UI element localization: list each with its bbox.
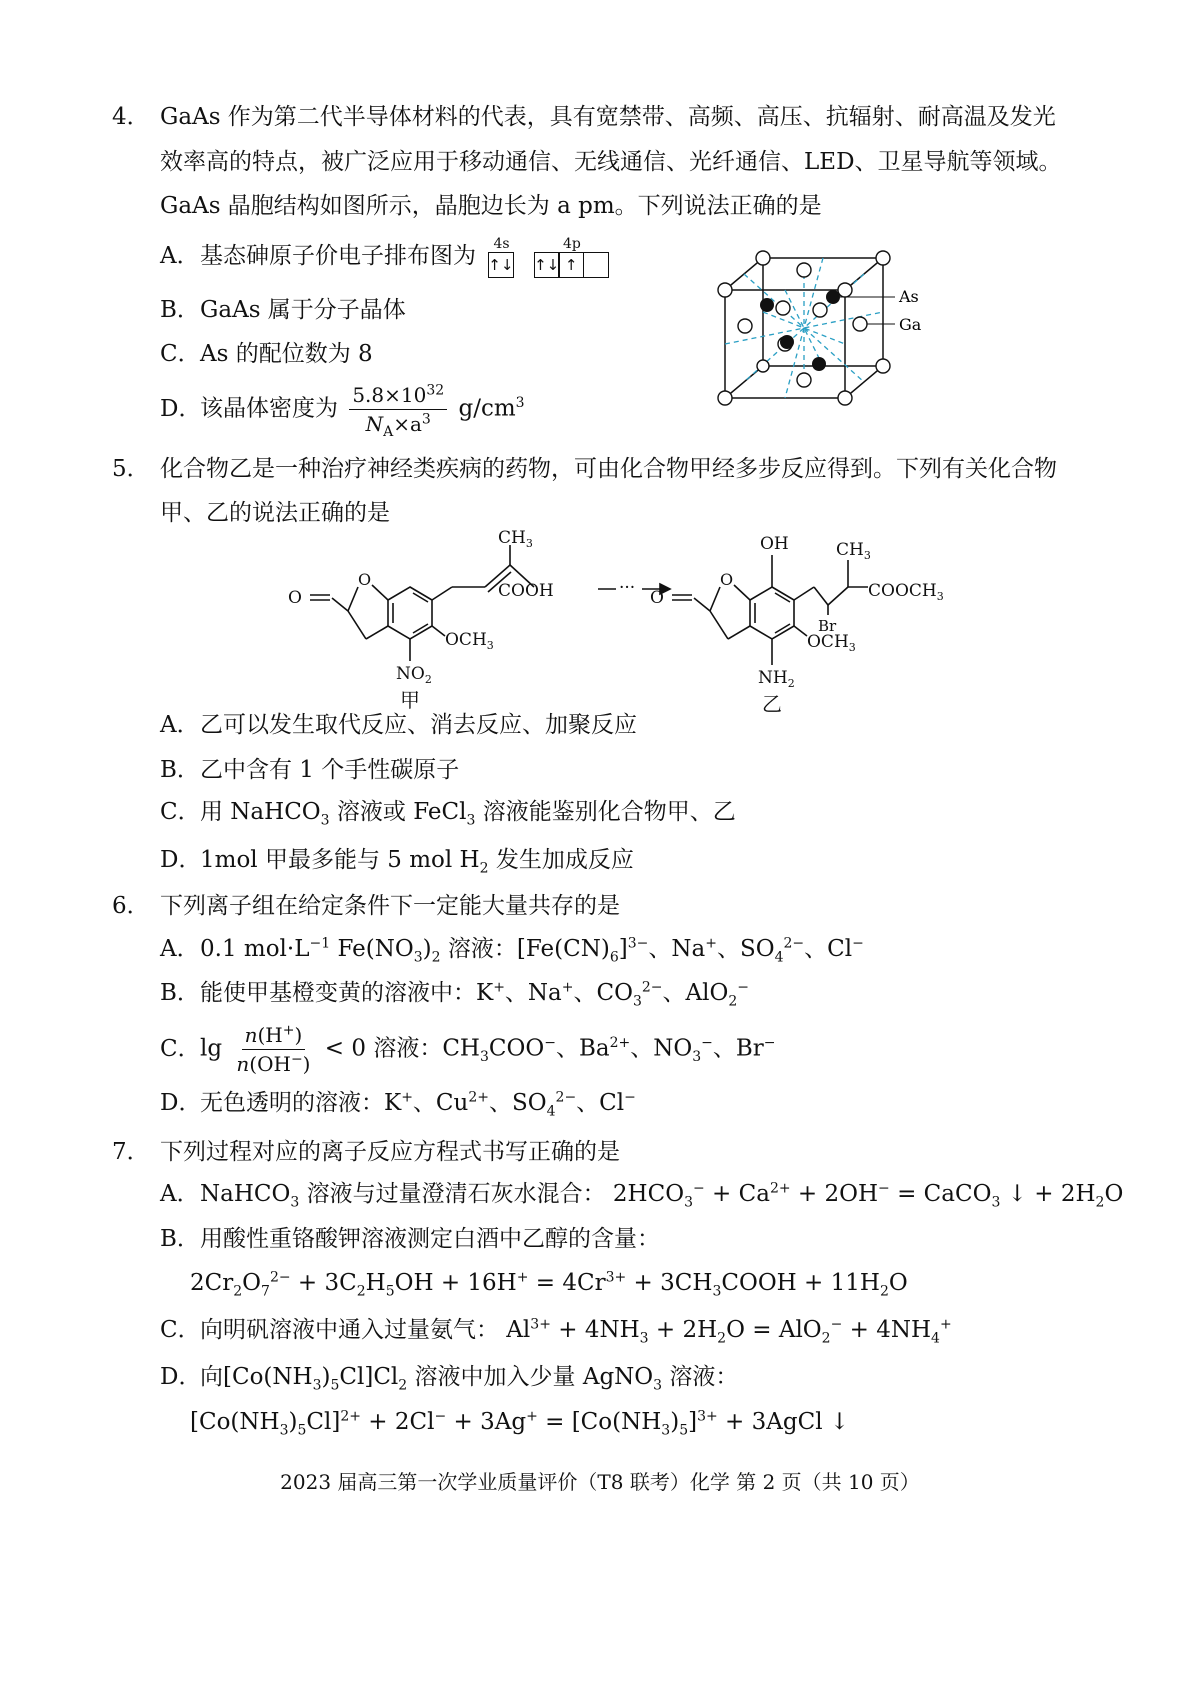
svg-text:OH: OH [760, 534, 789, 554]
svg-text:O: O [358, 570, 372, 589]
svg-text:Br: Br [818, 617, 837, 635]
svg-text:CH3: $CH_3$ [498, 528, 533, 550]
log-fraction: $\frac{n(H^+)}{n(OH^-)}$ [236, 1022, 311, 1076]
q4-option-d[interactable]: D．该晶体密度为 $\frac{5.8\times 10^{32}}{N_A\times a^3}$ $g/cm^3$ [160, 382, 525, 440]
q4-number: 4． [112, 104, 150, 130]
as-label: As [899, 287, 919, 306]
q4-option-b[interactable]: B．GaAs 属于分子晶体 [160, 297, 406, 323]
orbital-4s: 4s ↑↓ [489, 236, 514, 278]
q4-line-3: GaAs 晶胞结构如图所示，晶胞边长为 a pm。下列说法正确的是 [160, 193, 822, 219]
q5-option-d[interactable]: D．1mol 甲最多能与 5 mol $H_2$ 发生加成反应 [160, 847, 634, 877]
gaas-unit-cell-figure [715, 250, 945, 410]
q4-option-c[interactable]: C．As 的配位数为 8 [160, 341, 373, 367]
svg-text:CH3: $CH_3$ [836, 540, 871, 562]
q7-option-c[interactable]: C．向明矾溶液中通入过量氨气： $Al^{3+} + 4NH_3 + 2H_2O = AlO_2^- + 4NH_4^+$ [160, 1316, 952, 1347]
q7-stem: 7． 下列过程对应的离子反应方程式书写正确的是 [112, 1139, 620, 1165]
svg-text:O: O [720, 570, 734, 589]
q6-option-d[interactable]: D．无色透明的溶液：K+、$Cu^{2+}$、$SO_4^{2-}$、Cl− [160, 1089, 636, 1120]
q5-option-a[interactable]: A．乙可以发生取代反应、消去反应、加聚反应 [160, 712, 637, 738]
q5-option-b[interactable]: B．乙中含有 1 个手性碳原子 [160, 757, 460, 783]
q6-option-c[interactable]: C．lg $\frac{n(H^+)}{n(OH^-)}$ < 0 溶液：$CH_3COO^-$、$Ba^{2+}$、$NO_3^-$、Br− [160, 1022, 776, 1076]
ga-label: Ga [899, 315, 922, 334]
q6-stem: 6． 下列离子组在给定条件下一定能大量共存的是 [112, 893, 620, 919]
q7-option-b[interactable]: B．用酸性重铬酸钾溶液测定白酒中乙醇的含量： [160, 1226, 660, 1252]
svg-text:NO2: $NO_2$ [396, 664, 432, 686]
q7-option-a[interactable]: A．NaHCO$_3$ 溶液与过量澄清石灰水混合： $2HCO_3^- + Ca^{2+} + 2OH^-$ = CaCO$_3$ ↓ + $2H_2O$ [160, 1180, 1124, 1211]
svg-text:O: O [288, 588, 302, 608]
orbital-4p: 4p ↑↓ ↑ [535, 236, 609, 278]
svg-text:OCH3: $OCH_3$ [445, 630, 494, 652]
svg-text:NH2: $NH_2$ [758, 668, 795, 690]
q7-d-equation: $[Co(NH_3)_5Cl]^{2+} + 2Cl^- + 3Ag^+ = [Co(NH_3)_5]^{3+}$ + 3AgCl ↓ [190, 1408, 850, 1439]
q5-line-1: 5． 化合物乙是一种治疗神经类疾病的药物，可由化合物甲经多步反应得到。下列有关化合物 [112, 456, 1057, 482]
svg-text:COOH: COOH [498, 581, 554, 601]
q6-option-b[interactable]: B．能使甲基橙变黄的溶液中：K+、Na+、$CO_3^{2-}$、AlO$_2$− [160, 979, 750, 1010]
q6-option-a[interactable]: A．0.1 $mol\cdot L^{-1}$ $Fe(NO_3)_2$ 溶液：$[Fe(CN)_6]^{3-}$、Na+、$SO_4^{2-}$、Cl− [160, 935, 864, 966]
compound-yi-name: 乙 [762, 692, 782, 716]
density-fraction: $\frac{5.8\times 10^{32}}{N_A\times a^3}$ [349, 383, 447, 436]
reaction-scheme [280, 525, 944, 716]
svg-text:OCH3: $OCH_3$ [807, 632, 856, 654]
page-footer: 2023 届高三第一次学业质量评价（T8 联考）化学 第 2 页（共 10 页） [280, 1470, 920, 1494]
q7-b-equation: $2Cr_2O_7^{2-} + 3C_2H_5OH + 16H^+ = 4Cr^{3+}$ + $3CH_3COOH + 11H_2O$ [190, 1269, 908, 1300]
q7-option-d[interactable]: D．向$[Co(NH_3)_5Cl]Cl_2$ 溶液中加入少量 AgNO$_3$ 溶液： [160, 1364, 739, 1394]
reaction-dots: ··· [619, 578, 636, 598]
q4-line-2: 效率高的特点，被广泛应用于移动通信、无线通信、光纤通信、LED、卫星导航等领域。 [160, 149, 1062, 175]
q5-line-2: 甲、乙的说法正确的是 [160, 500, 390, 526]
q4-option-a[interactable]: A．基态砷原子价电子排布图为 4s ↑↓ 4p ↑↓ ↑ [160, 236, 609, 278]
svg-text:O: O [650, 588, 664, 608]
compound-jia-name: 甲 [400, 688, 420, 712]
q5-option-c[interactable]: C．用 NaHCO$_3$ 溶液或 FeCl$_3$ 溶液能鉴别化合物甲、乙 [160, 799, 736, 829]
svg-text:COOCH3: $COOCH_3$ [868, 581, 944, 603]
q4-line-1: 4． GaAs 作为第二代半导体材料的代表，具有宽禁带、高频、高压、抗辐射、耐高温及发光 [112, 104, 1056, 130]
